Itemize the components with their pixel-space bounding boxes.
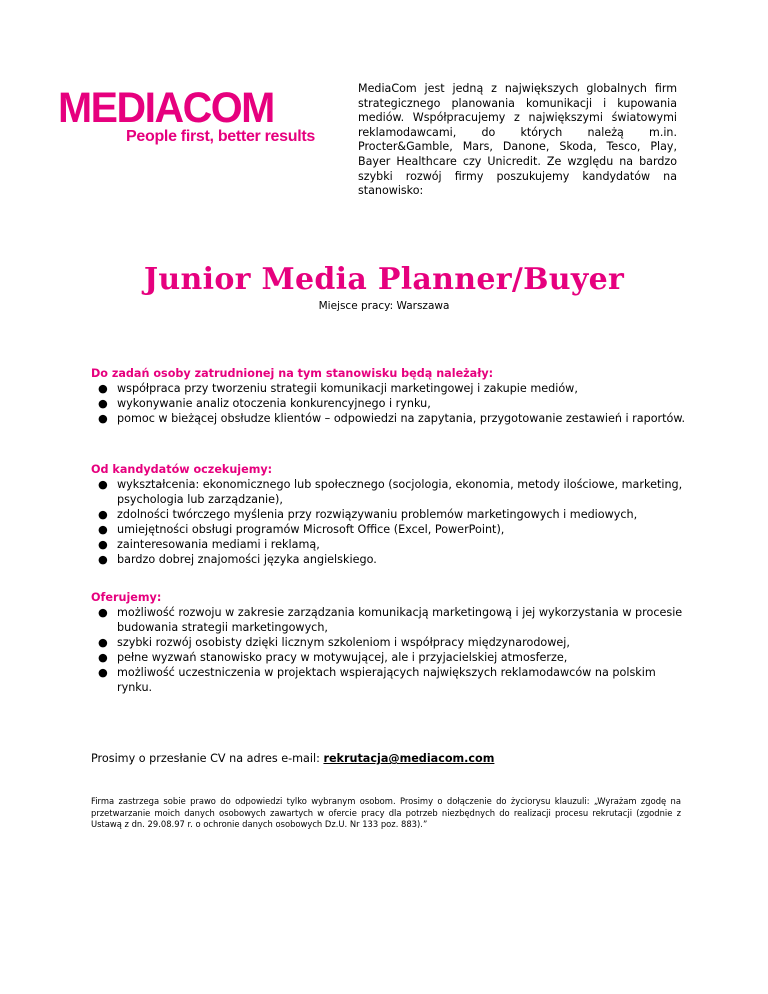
bullet-icon: ● [98, 397, 108, 410]
duties-section [91, 366, 691, 426]
list-item-text: zdolności twórczego myślenia przy rozwiązywaniu problemów marketingowych i mediowych, [117, 508, 638, 521]
job-location: Miejsce pracy: Warszawa [318, 300, 450, 312]
requirements-heading: Od kandydatów oczekujemy: [91, 463, 273, 476]
bullet-icon: ● [98, 651, 108, 664]
requirements-section [91, 462, 691, 567]
list-item [98, 411, 691, 426]
list-item-text: pełne wyzwań stanowisko pracy w motywującej, ale i przyjacielskiej atmosferze, [117, 651, 568, 664]
disclaimer: Firma zastrzega sobie prawo do odpowiedzi tylko wybranym osobom. Prosimy o dołączenie do życiorysu klauzuli: „Wyrażam zgodę na przetwarzanie moich danych osobowych zawartych w ofercie pracy dla potrzeb niezbędnych do realizacji procesu rekrutacji (zgodnie z Ustawą z dn. 29.08.97 r. o ochronie danych osobowych Dz.U. Nr 133 poz. 883).” [91, 796, 681, 830]
offer-heading: Oferujemy: [91, 591, 162, 604]
list-item [98, 381, 691, 396]
bullet-icon: ● [98, 636, 108, 649]
list-item-text: wykonywanie analiz otoczenia konkurencyjnego i rynku, [117, 397, 431, 410]
company-intro: MediaCom jest jedną z największych globalnych firm strategicznego planowania komunikacji i kupowania mediów. Współpracujemy z największymi światowymi reklamodawcami, do których należą m.in. Procter&Gamble, Mars, Danone, Skoda, Tesco, Play, Bayer Healthcare czy Unicredit. Ze względu na bardzo szybki rozwój firmy poszukujemy kandydatów na stanowisko: [358, 82, 677, 198]
list-item-text: możliwość rozwoju w zakresie zarządzania komunikacją marketingową i jej wykorzystania w procesie budowania strategii marketingowych, [117, 606, 683, 634]
list-item-text: bardzo dobrej znajomości języka angielskiego. [117, 553, 377, 566]
job-title: Junior Media Planner/Buyer [143, 262, 625, 297]
list-item [98, 522, 691, 537]
bullet-icon: ● [98, 508, 108, 521]
list-item-text: możliwość uczestniczenia w projektach wspierających największych reklamodawców na polskim rynku. [117, 666, 656, 694]
list-item [98, 650, 691, 665]
cv-text: Prosimy o przesłanie CV na adres e-mail: [91, 752, 324, 765]
bullet-icon: ● [98, 523, 108, 536]
list-item-text: umiejętności obsługi programów Microsoft Office (Excel, PowerPoint), [117, 523, 505, 536]
offer-list [91, 605, 691, 695]
offer-section [91, 590, 691, 695]
list-item-text: zainteresowania mediami i reklamą, [117, 538, 320, 551]
list-item-text: wykształcenia: ekonomicznego lub społecznego (socjologia, ekonomia, metody ilościowe, marketing, psychologia lub zarządzanie), [117, 478, 683, 506]
cv-instruction [91, 752, 494, 765]
list-item [98, 477, 691, 507]
bullet-icon: ● [98, 666, 108, 679]
duties-list [91, 381, 691, 426]
bullet-icon: ● [98, 478, 108, 491]
duties-heading: Do zadań osoby zatrudnionej na tym stanowisku będą należały: [91, 367, 494, 380]
list-item [98, 635, 691, 650]
list-item [98, 605, 691, 635]
list-item [98, 665, 691, 695]
logo-tagline: People first, better results [126, 128, 315, 145]
list-item-text: pomoc w bieżącej obsłudze klientów – odpowiedzi na zapytania, przygotowanie zestawień i raportów. [117, 412, 686, 425]
list-item [98, 537, 691, 552]
list-item-text: współpraca przy tworzeniu strategii komunikacji marketingowej i zakupie mediów, [117, 382, 578, 395]
bullet-icon: ● [98, 382, 108, 395]
bullet-icon: ● [98, 412, 108, 425]
bullet-icon: ● [98, 538, 108, 551]
logo-brand: MEDIACOM [58, 82, 274, 132]
bullet-icon: ● [98, 606, 108, 619]
list-item [98, 396, 691, 411]
bullet-icon: ● [98, 553, 108, 566]
email-link[interactable]: rekrutacja@mediacom.com [323, 752, 495, 765]
requirements-list [91, 477, 691, 567]
mediacom-logo [58, 84, 320, 146]
list-item [98, 552, 691, 567]
list-item-text: szybki rozwój osobisty dzięki licznym szkoleniom i współpracy międzynarodowej, [117, 636, 570, 649]
list-item [98, 507, 691, 522]
